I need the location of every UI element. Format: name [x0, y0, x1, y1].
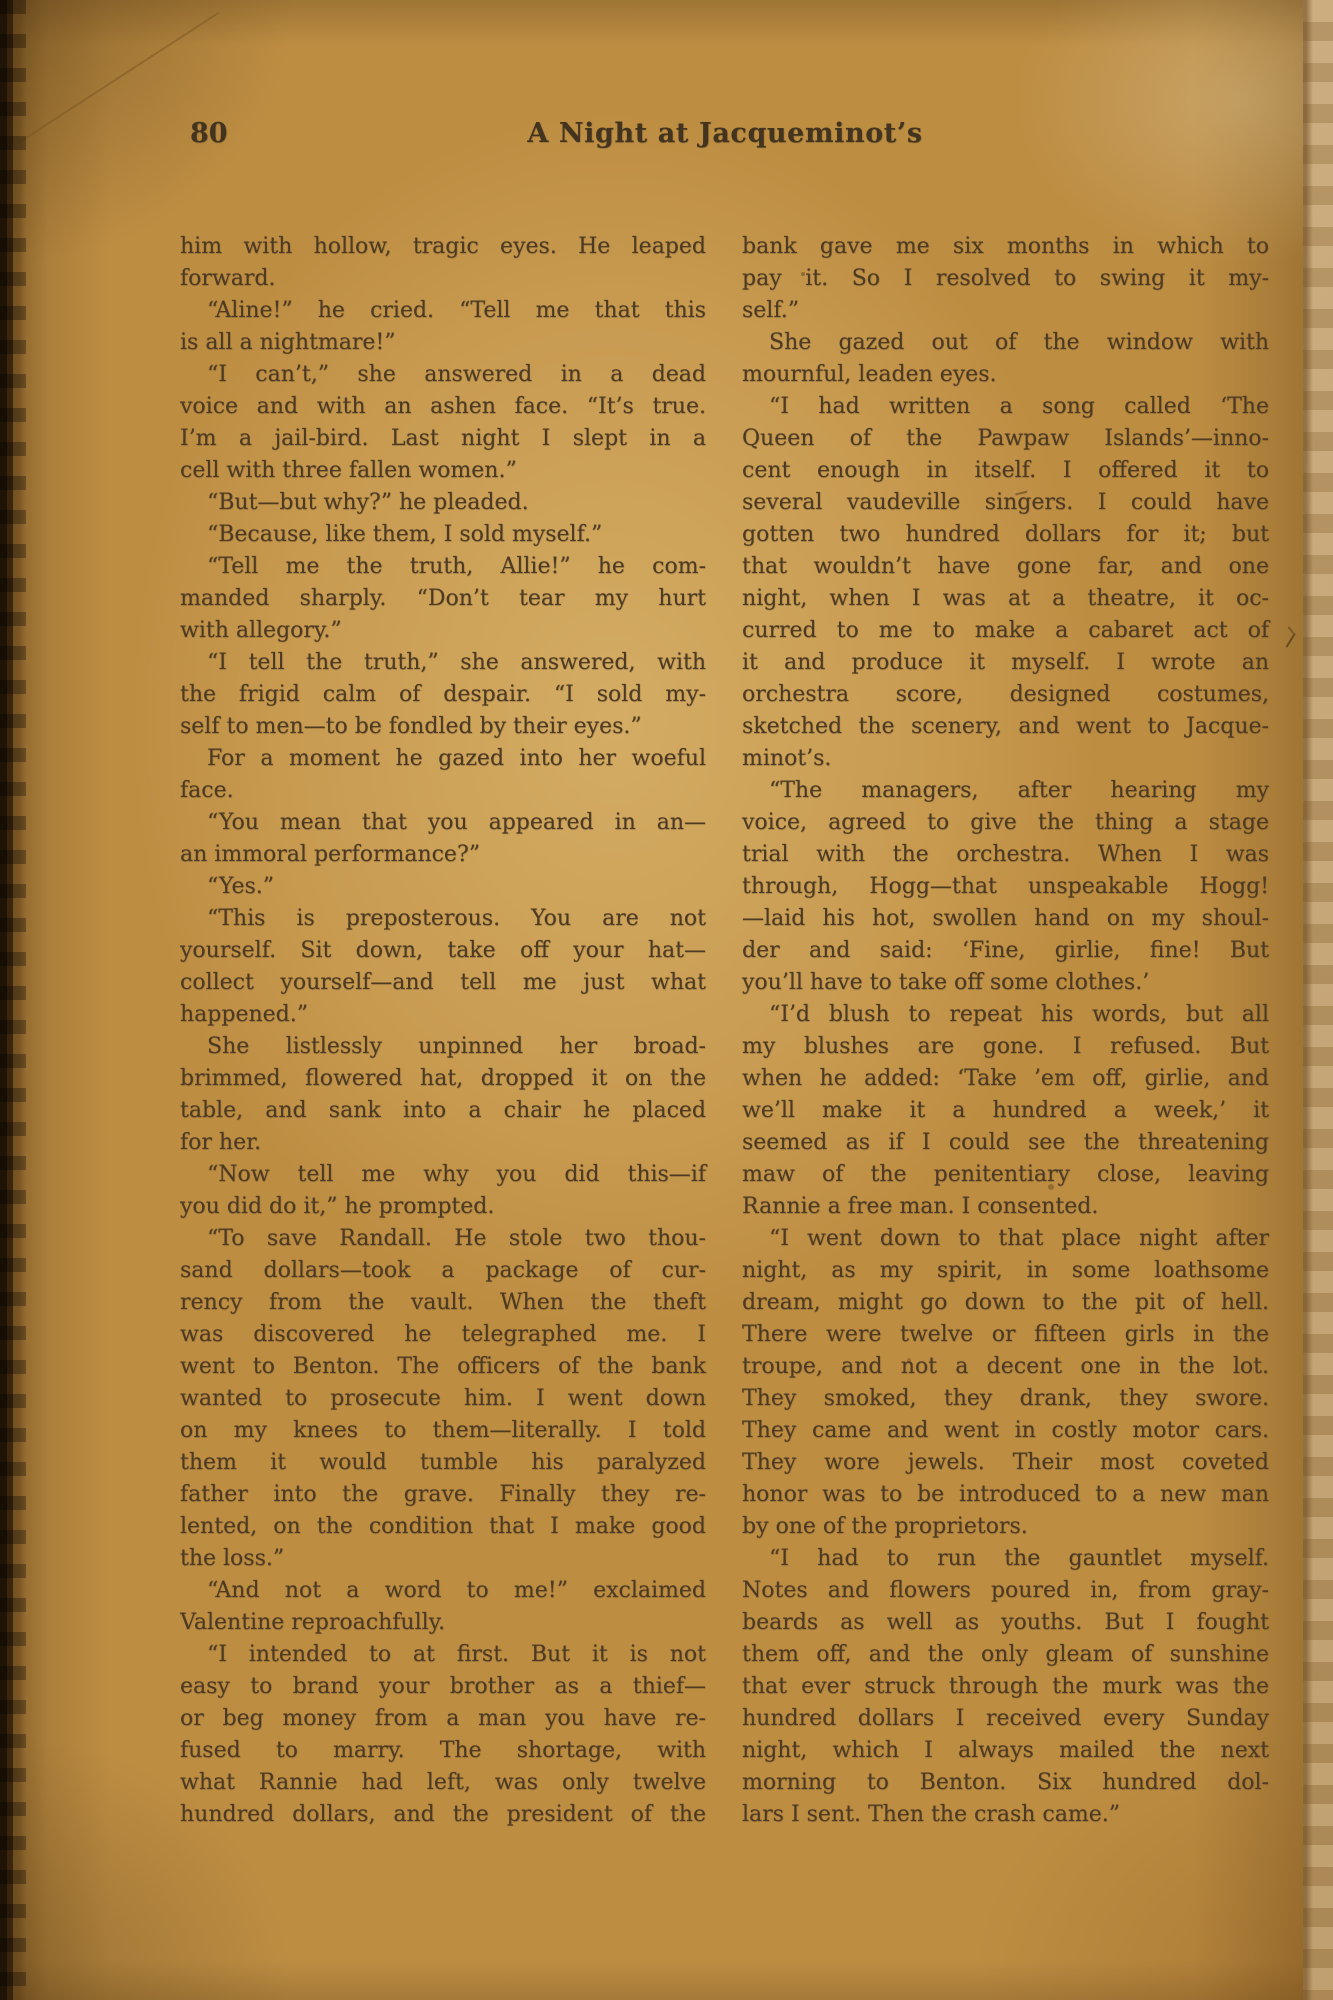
text-line: or beg money from a man you have re-	[180, 1706, 706, 1731]
text-line: “Now tell me why you did this—if	[207, 1162, 706, 1187]
text-line: voice and with an ashen face. “It’s true.	[180, 394, 706, 419]
text-line: manded sharply. “Don’t tear my hurt	[180, 586, 706, 611]
text-line: “I can’t,” she answered in a dead	[207, 362, 706, 387]
text-line: that wouldn’t have gone far, and one	[742, 554, 1269, 579]
text-line: “I tell the truth,” she answered, with	[207, 650, 706, 675]
text-line: “I’d blush to repeat his words, but all	[769, 1002, 1269, 1027]
text-line: “Tell me the truth, Allie!” he com-	[207, 554, 706, 579]
text-line: “This is preposterous. You are not	[207, 906, 706, 931]
text-line: “To save Randall. He stole two thou-	[207, 1226, 706, 1251]
text-line: She gazed out of the window with	[769, 330, 1269, 355]
text-line: wanted to prosecute him. I went down	[180, 1386, 706, 1411]
text-line: beards as well as youths. But I fought	[742, 1610, 1269, 1635]
text-line: night, which I always mailed the next	[742, 1738, 1269, 1763]
text-line: for her.	[180, 1130, 262, 1155]
text-line: several vaudeville singers. I could have	[742, 490, 1269, 515]
text-line: an immoral performance?”	[180, 842, 480, 867]
text-line: dream, might go down to the pit of hell.	[742, 1290, 1269, 1315]
text-line: honor was to be introduced to a new man	[742, 1482, 1269, 1507]
text-line: voice, agreed to give the thing a stage	[742, 810, 1269, 835]
text-line: hundred dollars, and the president of the	[180, 1802, 706, 1827]
text-line: Notes and flowers poured in, from gray-	[742, 1578, 1269, 1603]
text-line: troupe, and not a decent one in the lot.	[742, 1354, 1269, 1379]
page-header	[180, 118, 1270, 160]
text-line: self.”	[742, 298, 799, 323]
text-line: lars I sent. Then the crash came.”	[742, 1802, 1120, 1827]
text-line: we’ll make it a hundred a week,’ it	[742, 1098, 1269, 1123]
text-line: mournful, leaden eyes.	[742, 362, 997, 387]
text-line: trial with the orchestra. When I was	[742, 842, 1269, 867]
text-line: “The managers, after hearing my	[769, 778, 1269, 803]
text-line: you’ll have to take off some clothes.’	[742, 970, 1150, 995]
text-line: pay it. So I resolved to swing it my-	[742, 266, 1269, 291]
text-line: minot’s.	[742, 746, 832, 771]
text-line: yourself. Sit down, take off your hat—	[180, 938, 706, 963]
text-line: rency from the vault. When the theft	[180, 1290, 706, 1315]
text-line: I’m a jail-bird. Last night I slept in a	[180, 426, 706, 451]
text-line: with allegory.”	[180, 618, 342, 643]
text-line: seemed as if I could see the threatening	[742, 1130, 1269, 1155]
text-line: hundred dollars I received every Sunday	[742, 1706, 1269, 1731]
text-line: morning to Benton. Six hundred dol-	[742, 1770, 1269, 1795]
text-line: went to Benton. The officers of the bank	[180, 1354, 706, 1379]
text-line: “I had written a song called ‘The	[769, 394, 1269, 419]
text-line: gotten two hundred dollars for it; but	[742, 522, 1269, 547]
text-line: easy to brand your brother as a thief—	[180, 1674, 706, 1699]
text-line: They came and went in costly motor cars.	[742, 1418, 1269, 1443]
text-line: by one of the proprietors.	[742, 1514, 1028, 1539]
text-line: on my knees to them—literally. I told	[180, 1418, 706, 1443]
text-line: brimmed, flowered hat, dropped it on the	[180, 1066, 706, 1091]
text-line: night, as my spirit, in some loathsome	[742, 1258, 1269, 1283]
text-line: forward.	[180, 266, 276, 291]
text-line: “Yes.”	[207, 874, 275, 899]
text-line: through, Hogg—that unspeakable Hogg!	[742, 874, 1269, 899]
text-line: For a moment he gazed into her woeful	[207, 746, 706, 771]
text-line: father into the grave. Finally they re-	[180, 1482, 706, 1507]
text-line: orchestra score, designed costumes,	[742, 682, 1269, 707]
text-line: them it would tumble his paralyzed	[180, 1450, 706, 1475]
text-line: table, and sank into a chair he placed	[180, 1098, 706, 1123]
text-line: you did do it,” he prompted.	[180, 1194, 495, 1219]
text-line: fused to marry. The shortage, with	[180, 1738, 706, 1763]
text-line: “Aline!” he cried. “Tell me that this	[207, 298, 706, 323]
text-line: der and said: ‘Fine, girlie, fine! But	[742, 938, 1269, 963]
text-line: curred to me to make a cabaret act of	[742, 618, 1269, 643]
text-line: that ever struck through the murk was the	[742, 1674, 1269, 1699]
text-line: maw of the penitentiary close, leaving	[742, 1162, 1269, 1187]
text-line: “You mean that you appeared in an—	[207, 810, 706, 835]
text-line: lented, on the condition that I make good	[180, 1514, 706, 1539]
text-line: face.	[180, 778, 234, 803]
text-line: “I went down to that place night after	[769, 1226, 1269, 1251]
text-line: sketched the scenery, and went to Jacque-	[742, 714, 1269, 739]
text-line: They wore jewels. Their most coveted	[742, 1450, 1269, 1475]
text-line: cent enough in itself. I offered it to	[742, 458, 1269, 483]
text-line: Rannie a free man. I consented.	[742, 1194, 1099, 1219]
text-line: him with hollow, tragic eyes. He leaped	[180, 234, 706, 259]
right-column	[742, 231, 1269, 1831]
text-line: “But—but why?” he pleaded.	[207, 490, 529, 515]
text-line: the loss.”	[180, 1546, 285, 1571]
text-line: bank gave me six months in which to	[742, 234, 1269, 259]
text-line: Valentine reproachfully.	[180, 1610, 446, 1635]
running-title: A Night at Jacqueminot’s	[527, 118, 923, 149]
text-line: —laid his hot, swollen hand on my shoul-	[742, 906, 1269, 931]
text-line: “Because, like them, I sold myself.”	[207, 522, 603, 547]
text-line: is all a nightmare!”	[180, 330, 396, 355]
text-line: when he added: ‘Take ’em off, girlie, and	[742, 1066, 1269, 1091]
text-line: night, when I was at a theatre, it oc-	[742, 586, 1269, 611]
text-line: happened.”	[180, 1002, 308, 1027]
text-line: my blushes are gone. I refused. But	[742, 1034, 1269, 1059]
text-line: Queen of the Pawpaw Islands’—inno-	[742, 426, 1269, 451]
text-line: There were twelve or fifteen girls in the	[742, 1322, 1269, 1347]
text-line: them off, and the only gleam of sunshine	[742, 1642, 1269, 1667]
text-line: it and produce it myself. I wrote an	[742, 650, 1269, 675]
text-line: what Rannie had left, was only twelve	[180, 1770, 706, 1795]
text-line: She listlessly unpinned her broad-	[207, 1034, 706, 1059]
text-line: self to men—to be fondled by their eyes.”	[180, 714, 642, 739]
text-line: the frigid calm of despair. “I sold my-	[180, 682, 706, 707]
text-line: “I intended to at first. But it is not	[207, 1642, 706, 1667]
left-column	[180, 231, 706, 1831]
text-line: cell with three fallen women.”	[180, 458, 517, 483]
text-line: “I had to run the gauntlet myself.	[769, 1546, 1269, 1571]
text-line: was discovered he telegraphed me. I	[180, 1322, 706, 1347]
text-line: They smoked, they drank, they swore.	[742, 1386, 1269, 1411]
page-number: 80	[190, 118, 228, 149]
text-line: “And not a word to me!” exclaimed	[207, 1578, 706, 1603]
text-line: sand dollars—took a package of cur-	[180, 1258, 706, 1283]
text-line: collect yourself—and tell me just what	[180, 970, 706, 995]
